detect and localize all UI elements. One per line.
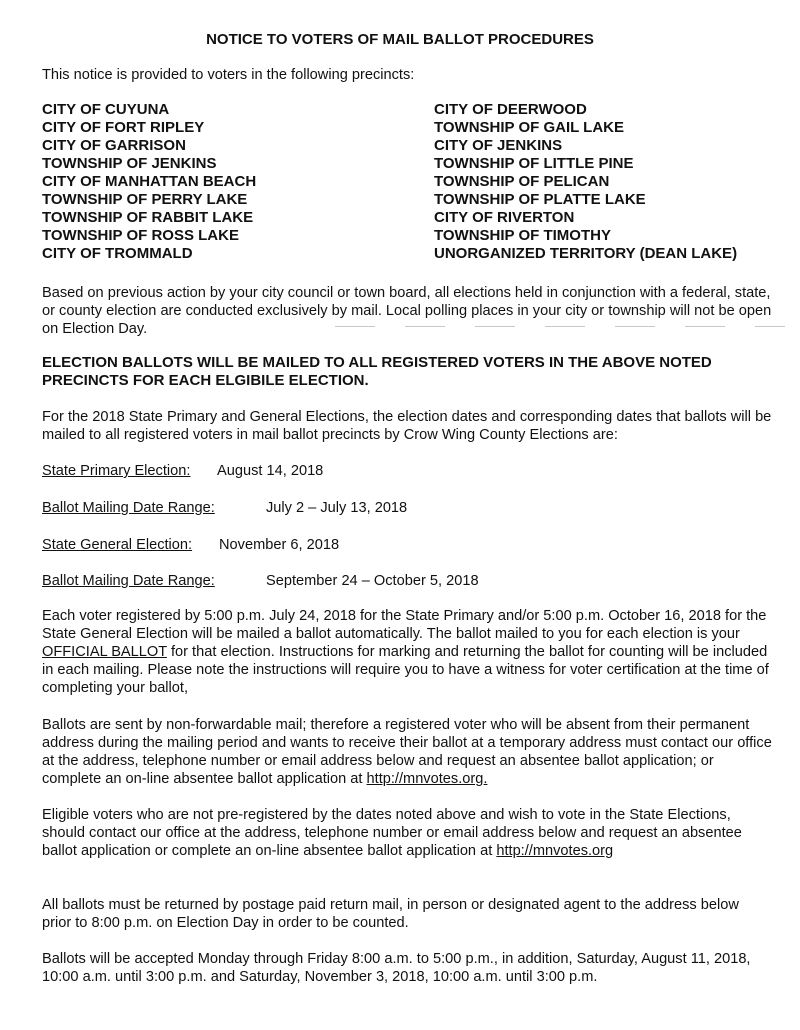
polling-paragraph: Based on previous action by your city council or town board, all elections held in conjunction with a federal, state, or county election are conducted exclusively by mail. Local polling places in your city or township will not be open on Election Day. (42, 285, 772, 337)
registration-text-start: Each voter registered by 5:00 p.m. July 24, 2018 for the State Primary and/or 5:00 p.m. October 16, 2018 for the State General Election will be mailed a ballot automatically. The ballot mailed to you for each election is your (42, 608, 767, 642)
scan-divider (335, 326, 785, 327)
absent-voter-paragraph (42, 716, 772, 788)
official-ballot-text: OFFICIAL BALLOT (42, 644, 167, 660)
primary-election-label: State Primary Election: (42, 463, 191, 479)
precinct-item: TOWNSHIP OF JENKINS (42, 155, 217, 172)
precinct-item: TOWNSHIP OF TIMOTHY (434, 227, 611, 244)
mnvotes-link[interactable]: http://mnvotes.org. (366, 771, 488, 787)
general-election-row (42, 536, 340, 554)
precinct-item: CITY OF JENKINS (434, 137, 563, 154)
precinct-item: CITY OF TROMMALD (42, 245, 193, 262)
precinct-item: CITY OF CUYUNA (42, 101, 170, 118)
precinct-item: CITY OF FORT RIPLEY (42, 119, 205, 136)
registration-paragraph (42, 607, 772, 697)
general-mailing-label: Ballot Mailing Date Range: (42, 573, 215, 589)
absent-voter-text: Ballots are sent by non-forwardable mail; therefore a registered voter who will be absent from their permanent address during the mailing period and wants to receive their ballot at a temporary address must contact our office at the address, telephone number or email address below and request an absentee ballot application; or complete an on-line absentee ballot application at (42, 717, 772, 787)
acceptance-hours-paragraph: Ballots will be accepted Monday through Friday 8:00 a.m. to 5:00 p.m., in addition, Saturday, August 11, 2018, 10:00 a.m. until 3:00 p.m. and Saturday, November 3, 2018, 10:00 a.m. until 3:00 p.m. (42, 951, 751, 985)
unregistered-voter-paragraph (42, 806, 772, 860)
general-election-date: November 6, 2018 (219, 537, 340, 553)
registration-text-end: for that election. Instructions for marking and returning the ballot for counting will be included in each mailing. Please note the instructions will require you to have a witness for voter certification at the time of completing your ballot, (42, 644, 769, 696)
return-ballot-paragraph: All ballots must be returned by postage paid return mail, in person or designated agent to the address below prior to 8:00 p.m. on Election Day in order to be counted. (42, 897, 739, 931)
election-dates-intro: For the 2018 State Primary and General Elections, the election dates and corresponding dates that ballots will be mailed to all registered voters in mail ballot precincts by Crow Wing County Elections are: (42, 409, 772, 443)
precinct-column-right (434, 101, 737, 263)
precinct-item: TOWNSHIP OF RABBIT LAKE (42, 209, 254, 226)
precinct-item: CITY OF RIVERTON (434, 209, 575, 226)
precinct-item: TOWNSHIP OF LITTLE PINE (434, 155, 634, 172)
primary-mailing-row (42, 499, 408, 517)
primary-mailing-label: Ballot Mailing Date Range: (42, 500, 215, 516)
precinct-column-left (42, 101, 256, 263)
general-mailing-row (42, 572, 479, 590)
mnvotes-link-2[interactable]: http://mnvotes.org (496, 843, 614, 859)
precinct-item: CITY OF DEERWOOD (434, 101, 587, 118)
precinct-item: CITY OF GARRISON (42, 137, 186, 154)
general-mailing-range: September 24 – October 5, 2018 (266, 573, 479, 589)
precinct-item: TOWNSHIP OF PLATTE LAKE (434, 191, 646, 208)
precinct-item: TOWNSHIP OF ROSS LAKE (42, 227, 239, 244)
unregistered-voter-text: Eligible voters who are not pre-registered by the dates noted above and wish to vote in the State Elections, should contact our office at the address, telephone number or email address below and request an absentee ballot application or complete an on-line absentee ballot application at (42, 807, 742, 859)
primary-election-row (42, 462, 324, 480)
precinct-item: TOWNSHIP OF PERRY LAKE (42, 191, 248, 208)
ballots-mailed-heading: ELECTION BALLOTS WILL BE MAILED TO ALL REGISTERED VOTERS IN THE ABOVE NOTED PRECINCTS FOR EACH ELGIBILE ELECTION. (42, 354, 712, 389)
primary-mailing-range: July 2 – July 13, 2018 (266, 500, 408, 516)
general-election-label: State General Election: (42, 537, 193, 553)
notice-title: NOTICE TO VOTERS OF MAIL BALLOT PROCEDURES (206, 31, 594, 48)
precinct-item: CITY OF MANHATTAN BEACH (42, 173, 257, 190)
primary-election-date: August 14, 2018 (217, 463, 324, 479)
precinct-item: TOWNSHIP OF PELICAN (434, 173, 610, 190)
precinct-item: TOWNSHIP OF GAIL LAKE (434, 119, 625, 136)
precinct-item: UNORGANIZED TERRITORY (DEAN LAKE) (434, 245, 738, 262)
intro-text: This notice is provided to voters in the following precincts: (42, 67, 415, 83)
